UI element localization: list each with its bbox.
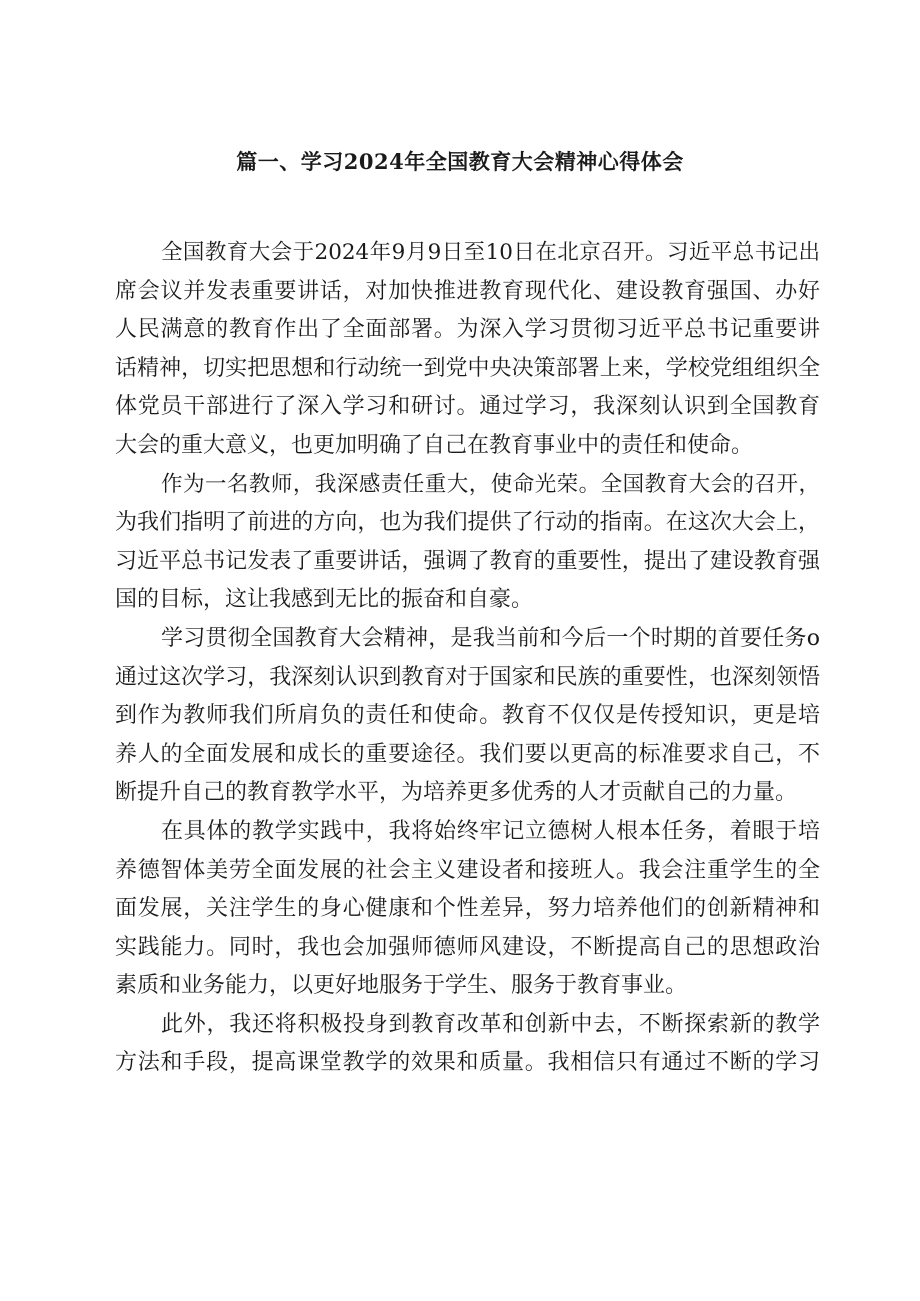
- text-line: 面发展，关注学生的身心健康和个性差异，努力培养他们的创新精神和: [115, 896, 820, 922]
- text-line: 素质和业务能力，以更好地服务于学生、服务于教育事业。: [115, 973, 688, 999]
- text-line: 到作为教师我们所肩负的责任和使命。教育不仅仅是传授知识，更是培: [115, 703, 820, 729]
- text-line: 学习贯彻全国教育大会精神，是我当前和今后一个时期的首要任务o: [161, 625, 820, 651]
- document-title: 篇一、学习2024年全国教育大会精神心得体会: [236, 149, 684, 174]
- text-line: 养人的全面发展和成长的重要途径。我们要以更高的标准要求自己，不: [115, 741, 820, 767]
- text-line: 养德智体美劳全面发展的社会主义建设者和接班人。我会注重学生的全: [115, 857, 820, 883]
- text-line: 大会的重大意义，也更加明确了自己在教育事业中的责任和使命。: [115, 432, 754, 458]
- document-body: [115, 234, 820, 1083]
- text-line: 为我们指明了前进的方向，也为我们提供了行动的指南。在这次大会上，: [115, 510, 820, 536]
- text-line: 断提升自己的教育教学水平，为培养更多优秀的人才贡献自己的力量。: [115, 780, 798, 806]
- text-line: 此外，我还将积极投身到教育改革和创新中去，不断探索新的教学: [161, 1011, 820, 1037]
- text-line: 话精神，切实把思想和行动统一到党中央决策部署上来，学校党组组织全: [115, 355, 820, 381]
- text-line: 实践能力。同时，我也会加强师德师风建设，不断提高自己的思想政治: [115, 934, 820, 960]
- text-line: 方法和手段，提高课堂教学的效果和质量。我相信只有通过不断的学习: [115, 1050, 820, 1076]
- text-line: 体党员干部进行了深入学习和研讨。通过学习，我深刻认识到全国教育: [115, 394, 820, 420]
- text-line: 在具体的教学实践中，我将始终牢记立德树人根本任务，着眼于培: [161, 818, 820, 844]
- text-line: 全国教育大会于2024年9月9日至10日在北京召开。习近平总书记出: [161, 240, 820, 265]
- text-line: 习近平总书记发表了重要讲话，强调了教育的重要性，提出了建设教育强: [115, 548, 820, 574]
- text-line: 作为一名教师，我深感责任重大，使命光荣。全国教育大会的召开，: [161, 471, 820, 497]
- text-line: 人民满意的教育作出了全面部署。为深入学习贯彻习近平总书记重要讲: [115, 317, 820, 343]
- text-line: 席会议并发表重要讲话，对加快推进教育现代化、建设教育强国、办好: [115, 278, 820, 304]
- text-line: 通过这次学习，我深刻认识到教育对于国家和民族的重要性，也深刻领悟: [115, 664, 820, 690]
- text-line: 国的目标，这让我感到无比的振奋和自豪。: [115, 587, 534, 613]
